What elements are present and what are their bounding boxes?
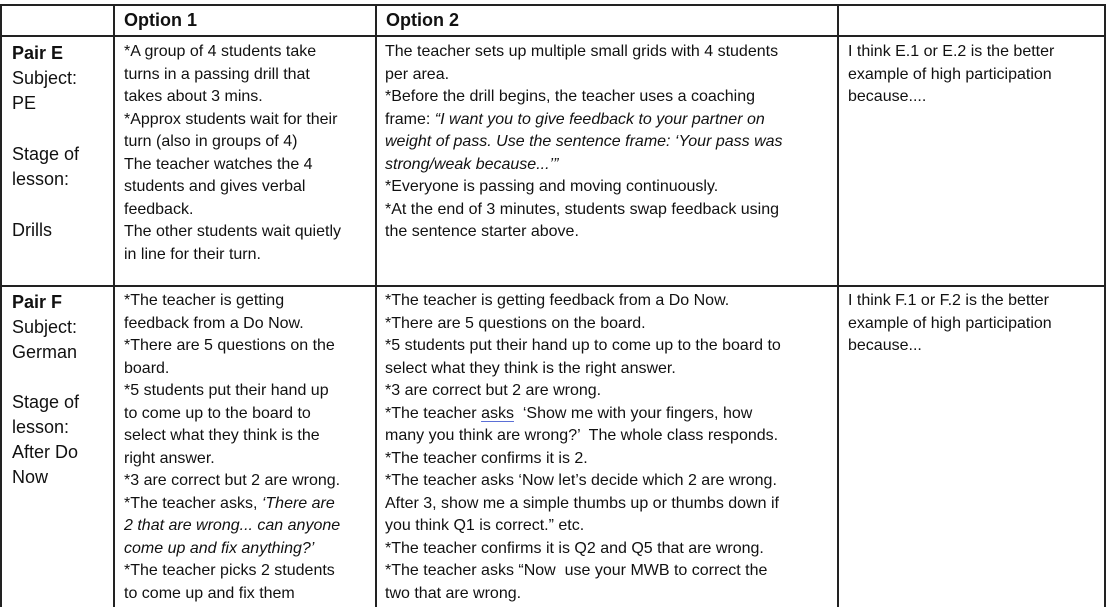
text-line: turn (also in groups of 4) bbox=[124, 133, 298, 150]
row-divider bbox=[0, 285, 1106, 287]
text-line: *The teacher picks 2 students bbox=[124, 562, 335, 579]
italic-segment: “I want you to give feedback to your partner on bbox=[434, 110, 765, 128]
pair-f-stage-2: Now bbox=[12, 467, 49, 487]
text-line: right answer. bbox=[124, 449, 215, 467]
pair-e-comment bbox=[848, 41, 1054, 109]
pair-f-stage-label-1: Stage of bbox=[12, 392, 80, 412]
pair-f-stage-1: After Do bbox=[12, 442, 79, 462]
text-line: select what they think is the bbox=[124, 427, 320, 444]
text-line bbox=[124, 493, 340, 516]
italic-line: weight of pass. Use the sentence frame: ‘Your pass was bbox=[385, 133, 783, 150]
text-segment: frame: bbox=[385, 110, 435, 128]
text-line: example of high participation bbox=[848, 65, 1052, 83]
pair-e-label-cell bbox=[12, 41, 79, 243]
text-line: feedback. bbox=[124, 200, 194, 218]
text-line: board. bbox=[124, 359, 170, 377]
text-line: to come up to the board to bbox=[124, 404, 311, 422]
text-line: The teacher sets up multiple small grids with 4 students bbox=[385, 43, 779, 60]
pair-e-subject: PE bbox=[12, 93, 37, 113]
text-line: *The teacher confirms it is 2. bbox=[385, 449, 588, 467]
pair-f-comment bbox=[848, 290, 1052, 358]
pair-f-title: Pair F bbox=[12, 292, 63, 312]
text-line: *The teacher asks “Now use your MWB to correct the bbox=[385, 562, 768, 579]
text-line bbox=[385, 403, 781, 426]
header-row-border bbox=[0, 35, 1106, 37]
pair-f-label-cell bbox=[12, 290, 79, 490]
header-option-2: Option 2 bbox=[386, 10, 459, 30]
text-line: *The teacher confirms it is Q2 and Q5 that are wrong. bbox=[385, 539, 764, 557]
text-line: because.... bbox=[848, 88, 927, 105]
text-line bbox=[385, 109, 783, 132]
text-line: *3 are correct but 2 are wrong. bbox=[385, 382, 602, 399]
pair-e-stage-label-1: Stage of bbox=[12, 144, 80, 164]
text-line: *Everyone is passing and moving continuously. bbox=[385, 178, 719, 195]
italic-line: come up and fix anything?’ bbox=[124, 539, 315, 557]
text-line: *A group of 4 students take bbox=[124, 43, 317, 60]
text-line: you think Q1 is correct.” etc. bbox=[385, 517, 585, 534]
col-border-1 bbox=[113, 4, 115, 607]
text-line: I think F.1 or F.2 is the better bbox=[848, 292, 1049, 309]
text-line: example of high participation bbox=[848, 314, 1052, 332]
text-line: many you think are wrong?’ The whole class responds. bbox=[385, 427, 779, 444]
text-line: *At the end of 3 minutes, students swap feedback using bbox=[385, 200, 780, 218]
text-line: to come up and fix them bbox=[124, 584, 295, 602]
text-line: *The teacher is getting bbox=[124, 292, 285, 309]
text-line: *There are 5 questions on the board. bbox=[385, 314, 646, 332]
pair-f-option-1 bbox=[124, 290, 340, 605]
text-line: two that are wrong. bbox=[385, 584, 522, 602]
pair-e-subject-label: Subject: bbox=[12, 68, 78, 88]
pair-e-stage-label-2: lesson: bbox=[12, 169, 70, 189]
pair-e-title: Pair E bbox=[12, 43, 64, 63]
text-line: *5 students put their hand up to come up to the board to bbox=[385, 337, 781, 354]
header-option-1: Option 1 bbox=[124, 10, 197, 30]
pair-f-option-2 bbox=[385, 290, 781, 605]
text-line: *The teacher is getting feedback from a Do Now. bbox=[385, 292, 730, 309]
text-line: because... bbox=[848, 337, 922, 354]
text-segment: ‘Show me with your fingers, how bbox=[513, 404, 753, 422]
text-line: students and gives verbal bbox=[124, 178, 306, 195]
underlined-word: asks bbox=[481, 404, 514, 422]
text-line: *3 are correct but 2 are wrong. bbox=[124, 472, 341, 489]
text-line: select what they think is the right answer. bbox=[385, 359, 676, 377]
text-line: The teacher watches the 4 bbox=[124, 155, 313, 173]
pair-e-stage: Drills bbox=[12, 220, 52, 240]
pair-f-subject: German bbox=[12, 342, 78, 362]
text-line: The other students wait quietly bbox=[124, 223, 342, 240]
pair-e-option-2 bbox=[385, 41, 783, 244]
italic-line: 2 that are wrong... can anyone bbox=[124, 517, 341, 534]
text-segment: *The teacher bbox=[385, 404, 482, 422]
pair-f-subject-label: Subject: bbox=[12, 317, 78, 337]
text-line: takes about 3 mins. bbox=[124, 88, 263, 105]
text-line: *There are 5 questions on the bbox=[124, 337, 335, 354]
text-line: After 3, show me a simple thumbs up or thumbs down if bbox=[385, 494, 779, 512]
text-line: in line for their turn. bbox=[124, 245, 261, 263]
col-border-left bbox=[0, 4, 2, 607]
col-border-3 bbox=[837, 4, 839, 607]
text-line: *The teacher asks ‘Now let’s decide which 2 are wrong. bbox=[385, 472, 777, 489]
text-line: *Approx students wait for their bbox=[124, 110, 338, 128]
italic-line: strong/weak because...’” bbox=[385, 155, 559, 173]
text-line: *Before the drill begins, the teacher uses a coaching bbox=[385, 88, 756, 105]
col-border-2 bbox=[375, 4, 377, 607]
text-line: *5 students put their hand up bbox=[124, 382, 329, 399]
table-top-border bbox=[0, 4, 1106, 6]
pair-f-stage-label-2: lesson: bbox=[12, 417, 70, 437]
pair-e-option-1 bbox=[124, 41, 341, 266]
text-segment: *The teacher asks, bbox=[124, 494, 262, 512]
text-line: per area. bbox=[385, 65, 450, 83]
text-line: the sentence starter above. bbox=[385, 223, 579, 240]
text-line: turns in a passing drill that bbox=[124, 65, 310, 83]
text-line: I think E.1 or E.2 is the better bbox=[848, 43, 1055, 60]
italic-segment: ‘There are bbox=[261, 494, 335, 512]
text-line: feedback from a Do Now. bbox=[124, 314, 304, 332]
